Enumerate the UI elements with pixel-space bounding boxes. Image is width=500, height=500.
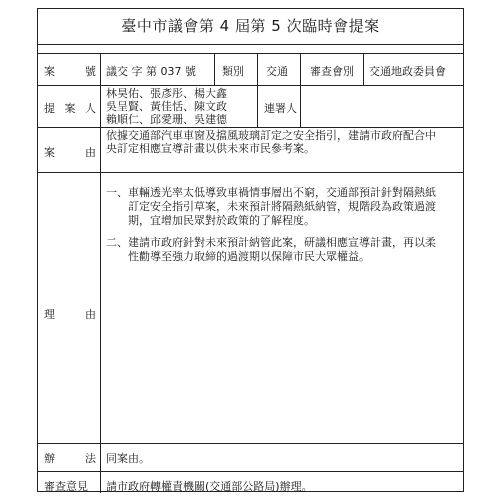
divider (38, 53, 463, 54)
divider (38, 85, 463, 86)
divider (100, 53, 101, 493)
reason-item (106, 186, 462, 228)
divider (363, 53, 364, 85)
divider (257, 53, 258, 85)
reason-label: 理 由 (44, 308, 96, 321)
reason-item-text: 建請市政府針對未來預計納管此案，研議相應宣導計畫，再以柔 性勸導至強力取締的過渡期以保障市民大眾權益。 (128, 236, 436, 263)
reason-item-text: 車輛透光率太低導致車禍情事層出不窮，交通部預計針對隔熱紙 訂定安全指引草案，未來預計將隔熱紙納管，規階段為政策過渡 期，宜增加民眾對於政策的了解程度。 (128, 186, 436, 227)
reason-item (106, 236, 462, 264)
committee-value: 交通地政委員會 (369, 65, 446, 78)
divider (38, 443, 463, 444)
form-title: 臺中市議會第 4 屆第 5 次臨時會提案 (38, 9, 463, 45)
reason-item-number: 一、 (106, 186, 128, 199)
divider (257, 85, 258, 127)
proposer-names: 林昊佑、張彥彤、楊大鑫 吳呈賢、黃佳恬、陳文政 賴順仁、邱愛珊、吳建德 (106, 87, 227, 126)
method-label: 辦 法 (44, 452, 96, 465)
case-number-label: 案 號 (44, 65, 96, 78)
category-value: 交通 (266, 65, 288, 78)
divider (300, 85, 301, 127)
divider (214, 53, 215, 85)
divider (38, 127, 463, 128)
divider (300, 53, 301, 85)
proposer-label: 提 案 人 (44, 102, 96, 115)
cause-label: 案 由 (44, 146, 96, 159)
category-label: 類別 (222, 65, 244, 78)
review-label: 審查意見 (44, 480, 88, 493)
divider (38, 471, 463, 472)
review-text: 請市政府轉權責機關(交通部公路局)辦理。 (106, 480, 313, 493)
cosigner-label: 連署人 (264, 102, 297, 115)
reason-item-number: 二、 (106, 236, 128, 249)
case-number-value: 議交 字 第 037 號 (106, 65, 196, 78)
divider (38, 172, 463, 173)
committee-label: 審查會別 (310, 65, 354, 78)
proposal-form (37, 8, 464, 492)
method-text: 同案由。 (106, 452, 150, 465)
cause-text: 依據交通部汽車車窗及擋風玻璃訂定之安全指引，建請市政府配合中 央訂定相應宣導計畫以供未來市民參考案。 (106, 129, 436, 155)
